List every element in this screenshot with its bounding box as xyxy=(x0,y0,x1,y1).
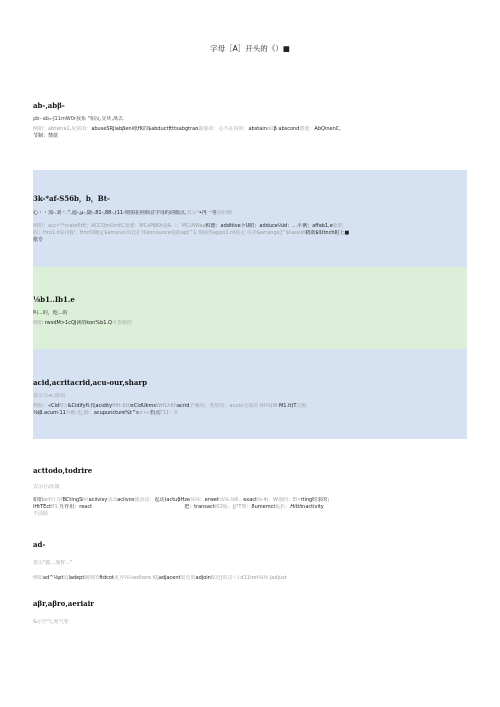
example-text: inactivity xyxy=(300,504,324,510)
example-text: 如如 xyxy=(33,497,44,503)
example-text: aciivos xyxy=(117,497,135,503)
example-text: ff1. xyxy=(51,504,60,510)
example-text: 采用配：HmtD xyxy=(59,230,95,236)
meaning-text: 心・・加-.刘・. xyxy=(33,210,68,216)
section-examples-cont xyxy=(33,230,467,237)
example-text: El• xyxy=(292,497,301,503)
example-text: ½睡,也,操： xyxy=(65,410,94,416)
section-heading: 3k-*af-S56b，b，Bt- xyxy=(33,194,110,203)
example-text: aciivisy xyxy=(88,497,108,503)
example-text: M1.lt)T xyxy=(278,403,297,409)
section-meaning xyxy=(33,210,467,217)
section-ad xyxy=(33,540,467,582)
example-text: oU xyxy=(266,126,274,132)
example-text: 把：transact xyxy=(184,504,215,510)
example-text: ≡•∞ xyxy=(138,410,151,416)
example-text: adjacent xyxy=(158,575,181,581)
section-heading: aβr,aβro,aeriair xyxy=(33,599,94,608)
example-text: 起动 xyxy=(154,497,165,503)
meaning-text: ",通-,μ-,随-,81-,88-,(11- xyxy=(67,210,125,216)
section-examples xyxy=(33,575,467,582)
example-text: f的: xyxy=(59,403,68,409)
example-text: JJ*T理： xyxy=(232,504,252,510)
example-text: 8umemct xyxy=(251,504,276,510)
meaning-text: •冉一等 xyxy=(198,210,217,216)
section-examples-cont xyxy=(33,504,467,511)
example-continuation: 依专 xyxy=(33,237,44,243)
example-text: 尖税 xyxy=(296,403,307,409)
example-text: ftdcot xyxy=(99,575,114,581)
meaning-text: 叫...的， xyxy=(33,310,53,316)
example-text: 附上■ xyxy=(334,230,350,236)
meaning-text: 他...的 xyxy=(52,310,68,316)
section-examples xyxy=(33,320,467,327)
example-text: ≡CidUkms xyxy=(129,403,156,409)
example-text: rwsdM>1cQJ读的 xyxy=(44,320,87,326)
section-meaning: &示空气,充气等 xyxy=(33,619,69,625)
example-text: acrid xyxy=(176,403,190,409)
section-examples xyxy=(33,497,467,504)
example-text: 出比扩知announce通报apt^1·快硕热appo1.nt xyxy=(126,230,236,236)
example-text: Γ11：V xyxy=(160,410,178,416)
section-heading: ⅛b1..Ib1.e xyxy=(33,295,75,304)
example-text: 如近的 xyxy=(180,575,196,581)
section-meaning: 表示尖≪,限利 xyxy=(33,393,65,399)
example-text: ladept xyxy=(68,575,85,581)
meaning-text: 表示" xyxy=(186,210,199,216)
example-text: β abscond xyxy=(273,126,300,132)
example-continuation: 节制：禁欲 xyxy=(33,133,59,139)
example-text: 加速：MCsPBKh xyxy=(124,223,163,229)
example-text: acupuncture%t^s xyxy=(93,410,139,416)
example-text: $amsran xyxy=(104,230,127,236)
example-text: 象唱 xyxy=(332,223,343,229)
example-text: 漫&〔：MCUWIaa xyxy=(162,223,206,229)
example-text: adjoin xyxy=(195,575,211,581)
example-text: 潜逃： xyxy=(299,126,315,132)
example-text: 例如 xyxy=(33,320,45,326)
example-text: 附：adduce⅛id：…平例；affab1,e xyxy=(249,223,333,229)
example-text: 仮扒： xyxy=(275,504,291,510)
example-text: ad^⅛pt xyxy=(43,575,64,581)
example-text: BCtingSi xyxy=(62,497,84,503)
example-text: 例如 xyxy=(33,575,44,581)
section-examples xyxy=(33,126,467,133)
example-text: 确定 xyxy=(94,230,105,236)
section-act xyxy=(33,466,467,518)
meaning-text: 加肝侧 xyxy=(216,210,232,216)
example-text: 例如： xyxy=(33,403,49,409)
section-meaning xyxy=(33,310,467,317)
example-text: Hitti xyxy=(290,504,301,510)
example-text: ⅛⅛： xyxy=(190,497,205,503)
example-text: AbQinenC。 xyxy=(314,126,345,132)
section-ab xyxy=(33,101,467,140)
section-examples xyxy=(33,223,467,230)
example-text: abstain xyxy=(248,126,267,132)
section-examples-cont xyxy=(33,410,467,417)
example-text: 贴近|时击＜i d11iret⅛⅛ |adjust xyxy=(210,575,287,581)
example-text: 例如：acc•**crate xyxy=(33,223,78,229)
example-text: ⅛⅛.⅛6： xyxy=(218,497,244,503)
section-ac xyxy=(33,194,467,244)
section-heading: acid,acritacrid,acu-our,sharp xyxy=(33,378,147,387)
example-text: fltft；ACCQmUmtC xyxy=(77,223,125,229)
example-text: 活动 xyxy=(107,497,118,503)
example-text: ffitt:Ktt xyxy=(112,403,130,409)
example-text: 夜齐⅛⅛edhere.KlJ xyxy=(113,575,159,581)
example-text: act行力f xyxy=(43,497,63,503)
example-text: 抽象的：心不在焉的： xyxy=(198,126,249,132)
example-text: 互作用：react xyxy=(59,504,93,510)
example-text: 移2版： xyxy=(214,504,233,510)
section-meaning: 式示行动;敛 xyxy=(33,484,60,490)
section-able xyxy=(33,295,467,327)
example-continuation: 不活跃 xyxy=(33,511,49,517)
example-text: 的：Hro1.d xyxy=(33,230,60,236)
example-text: abtwna1,反常的： xyxy=(48,126,92,132)
example-text: exact xyxy=(243,497,258,503)
example-text: 辛辣的；类别的；acuto尖锐的 ttt⅛(W: xyxy=(189,403,279,409)
example-text: rting xyxy=(300,497,313,503)
meaning-text: 则加在何倘音字母的词根点, xyxy=(124,210,187,216)
example-text: 指定·任命$arrange]^$tassist xyxy=(235,230,306,236)
example-text: 使活动： xyxy=(134,497,155,503)
example-text: 应 xyxy=(83,497,89,503)
section-heading: ad- xyxy=(33,540,46,549)
section-acid xyxy=(33,378,467,417)
example-text: &CidifyfI.伎acidity xyxy=(67,403,113,409)
examples-prefix: 例如： xyxy=(33,126,49,132)
example-text: erwet xyxy=(204,497,219,503)
example-text: 时求的； xyxy=(312,497,333,503)
example-text: 可贺腹的 xyxy=(111,320,132,326)
example-text: ⅛iβ.acum·11 xyxy=(33,410,66,416)
example-text: 积德：additive卜U xyxy=(205,223,250,229)
example-text: 精助$lUtnch xyxy=(305,230,335,236)
example-text: kon%b1.Q xyxy=(86,320,112,326)
example-text: 娴熟的 xyxy=(84,575,100,581)
example-text: abuseSRJiabβeni纸fK的$abductftttsabgtraα xyxy=(91,126,199,132)
section-meaning: 表示"做...加胃..." xyxy=(33,560,73,566)
example-text: ：W他的： xyxy=(268,497,293,503)
example-text: iHtTEct xyxy=(33,504,52,510)
document-title: 字母［A］开头的《）■ xyxy=(210,44,290,53)
example-text: WrfLhKh xyxy=(156,403,177,409)
example-text: (actuβHze xyxy=(164,497,190,503)
section-heading: acttodo,todrire xyxy=(33,466,93,475)
section-aer xyxy=(33,599,467,626)
section-examples xyxy=(33,403,467,410)
section-heading: ab-,abβ- xyxy=(33,101,65,110)
example-text: 适 xyxy=(63,575,69,581)
section-meaning: ρb-·ab₃-J11mW0r我系 "相反,交环,离去. xyxy=(33,116,125,122)
example-text: «Cid xyxy=(48,403,60,409)
example-text: ⅛·4i xyxy=(257,497,269,503)
example-text: 豹点 xyxy=(150,410,161,416)
